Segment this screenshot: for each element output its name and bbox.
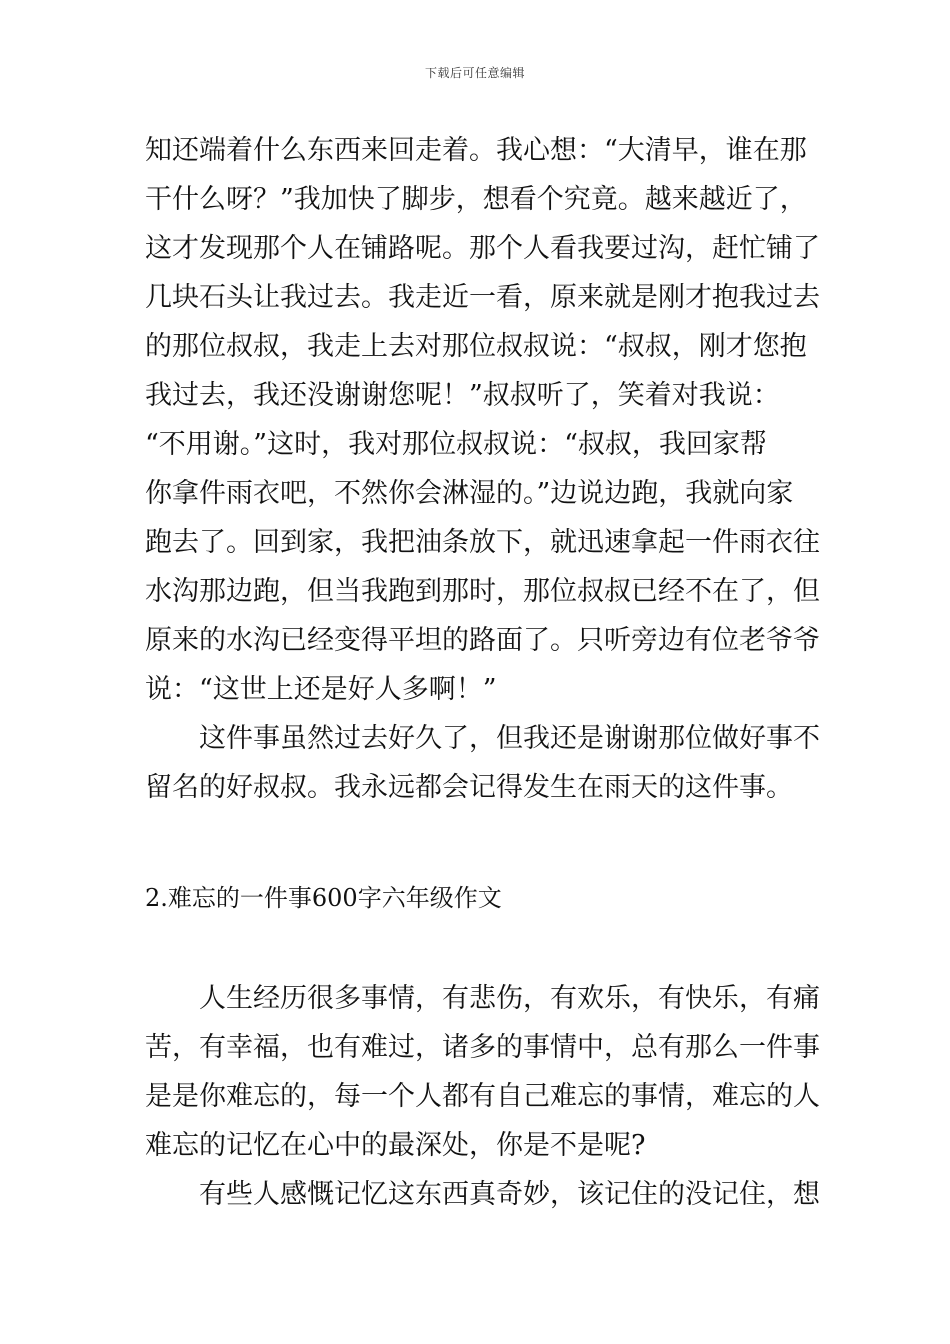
essay-paragraph-2 <box>145 1170 820 1219</box>
text-line: 人生经历很多事情，有悲伤，有欢乐，有快乐，有痛 <box>199 983 820 1014</box>
text-line: 是是你难忘的，每一个人都有自己难忘的事情，难忘的人 <box>145 1081 820 1112</box>
text-line: 跑去了。回到家，我把油条放下，就迅速拿起一件雨衣往 <box>145 527 820 558</box>
text-line: 这才发现那个人在铺路呢。那个人看我要过沟，赶忙铺了 <box>145 233 820 264</box>
text-line: 说：“这世上还是好人多啊！” <box>145 674 497 705</box>
text-line: 水沟那边跑，但当我跑到那时，那位叔叔已经不在了，但 <box>145 576 820 607</box>
text-line: 干什么呀？”我加快了脚步，想看个究竟。越来越近了， <box>145 184 807 215</box>
text-line: 你拿件雨衣吧，不然你会淋湿的。”边说边跑，我就向家 <box>145 478 794 509</box>
story-paragraph-1 <box>145 126 820 714</box>
text-line: “不用谢。”这时，我对那位叔叔说：“叔叔，我回家帮 <box>145 429 767 460</box>
page-header: 下载后可任意编辑 <box>424 66 525 80</box>
text-line: 的那位叔叔，我走上去对那位叔叔说：“叔叔，刚才您抱 <box>145 331 807 362</box>
text-line: 留名的好叔叔。我永远都会记得发生在雨天的这件事。 <box>145 772 793 803</box>
section-heading: 2.难忘的一件事600字六年级作文 <box>145 884 502 912</box>
text-line: 知还端着什么东西来回走着。我心想：“大清早，谁在那 <box>145 135 807 166</box>
text-line: 有些人感慨记忆这东西真奇妙，该记住的没记住，想 <box>199 1179 820 1210</box>
text-line: 我过去，我还没谢谢您呢！”叔叔听了，笑着对我说： <box>145 380 780 411</box>
story-paragraph-2 <box>145 714 820 812</box>
text-line: 这件事虽然过去好久了，但我还是谢谢那位做好事不 <box>199 723 820 754</box>
text-line: 难忘的记忆在心中的最深处，你是不是呢? <box>145 1130 646 1161</box>
text-line: 苦，有幸福，也有难过，诸多的事情中，总有那么一件事 <box>145 1032 820 1063</box>
text-line: 几块石头让我过去。我走近一看，原来就是刚才抱我过去 <box>145 282 820 313</box>
essay-paragraph-1 <box>145 974 820 1170</box>
text-line: 原来的水沟已经变得平坦的路面了。只听旁边有位老爷爷 <box>145 625 820 656</box>
